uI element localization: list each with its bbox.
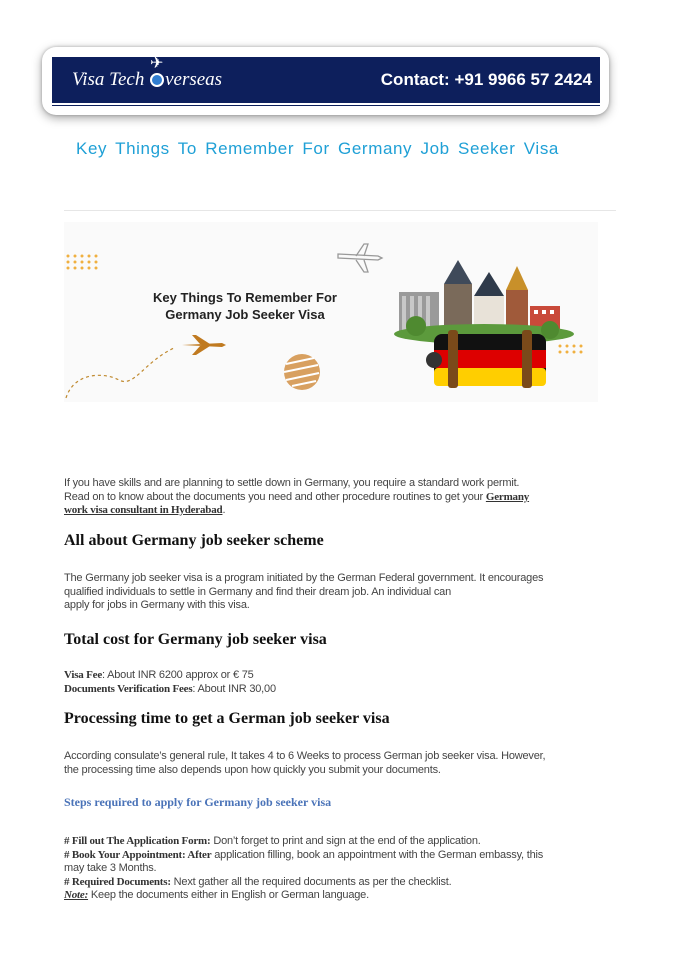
intro-paragraph: If you have skills and are planning to settle down in Germany, you require a standard work permit. Read on to know about the documents you need and other procedure routines to get your Germany work visa consultant in Hyderabad. bbox=[64, 477, 530, 516]
steps-title[interactable]: Steps required to apply for Germany job seeker visa bbox=[64, 795, 332, 809]
header-banner bbox=[52, 57, 600, 103]
flight-path bbox=[66, 348, 174, 398]
section-heading-cost: Total cost for Germany job seeker visa bbox=[64, 631, 327, 648]
airplane-outline-icon bbox=[338, 244, 382, 272]
airplane-icon bbox=[182, 335, 226, 355]
contact-number[interactable]: Contact: +91 9966 57 2424 bbox=[380, 70, 592, 89]
company-logo[interactable] bbox=[72, 55, 223, 91]
striped-circle bbox=[284, 354, 320, 390]
dot-grid-left bbox=[67, 255, 98, 270]
step-label: # Book Your Appointment: After bbox=[64, 848, 212, 861]
airplane-icon: ✈ bbox=[150, 55, 164, 72]
processing-paragraph: According consulate’s general rule, It takes 4 to 6 Weeks to process German job seeker visa. However, the processing time also depends upon how quickly you submit your documents. bbox=[64, 750, 546, 776]
german-flag-suitcase bbox=[426, 330, 546, 388]
germany-landmarks bbox=[394, 260, 574, 344]
logo-text-overseas: verseas bbox=[165, 69, 223, 90]
visa-fee-label: Visa Fee bbox=[64, 669, 103, 681]
doc-fee-value: : About INR 30,00 bbox=[192, 682, 276, 695]
intro-line: If you have skills and are planning to settle down in Germany, you require a standard work permit. bbox=[64, 477, 520, 489]
step-label: # Required Documents: bbox=[64, 875, 171, 888]
banner-image bbox=[64, 222, 598, 402]
step-label: # Fill out The Application Form: bbox=[64, 835, 211, 847]
header-underline bbox=[52, 105, 600, 106]
globe-icon bbox=[150, 73, 164, 87]
cost-details bbox=[64, 669, 276, 696]
visa-fee-value: : About INR 6200 approx or € 75 bbox=[102, 669, 254, 681]
consultant-link[interactable]: Germany work visa consultant in Hyderabad bbox=[64, 490, 530, 516]
intro-line: Read on to know about the documents you need and other procedure routines to get your bbox=[64, 490, 484, 503]
banner-heading: Key Things To Remember For Germany Job Seeker Visa bbox=[153, 290, 337, 322]
note-label: Note: bbox=[64, 889, 89, 901]
logo-text-visa: Visa bbox=[72, 69, 105, 90]
header-card bbox=[42, 47, 609, 115]
dot-grid-right bbox=[559, 345, 583, 354]
section-heading-processing: Processing time to get a German job seeker visa bbox=[64, 710, 390, 727]
section-heading-scheme: All about Germany job seeker scheme bbox=[64, 532, 324, 549]
scheme-paragraph: The Germany job seeker visa is a program initiated by the German Federal government. It encourages qualified individuals to settle in Germany and find their dream job. An individual can apply for jobs in Germany with this visa. bbox=[64, 572, 544, 611]
doc-fee-label: Documents Verification Fees bbox=[64, 682, 193, 695]
page-title: Key Things To Remember For Germany Job Seeker Visa bbox=[76, 139, 559, 158]
steps-list: # Fill out The Application Form: Don’t forget to print and sign at the end of the application. # Book Your Appointment: After application filling, book an appointment with the German embassy, this may take 3 Months. # Required Documents: Next gather all the required documents as per the checklist. Note: Keep the documents either in English or German language. bbox=[64, 835, 544, 901]
divider bbox=[64, 210, 616, 211]
logo-text-tech: Tech bbox=[109, 69, 145, 90]
